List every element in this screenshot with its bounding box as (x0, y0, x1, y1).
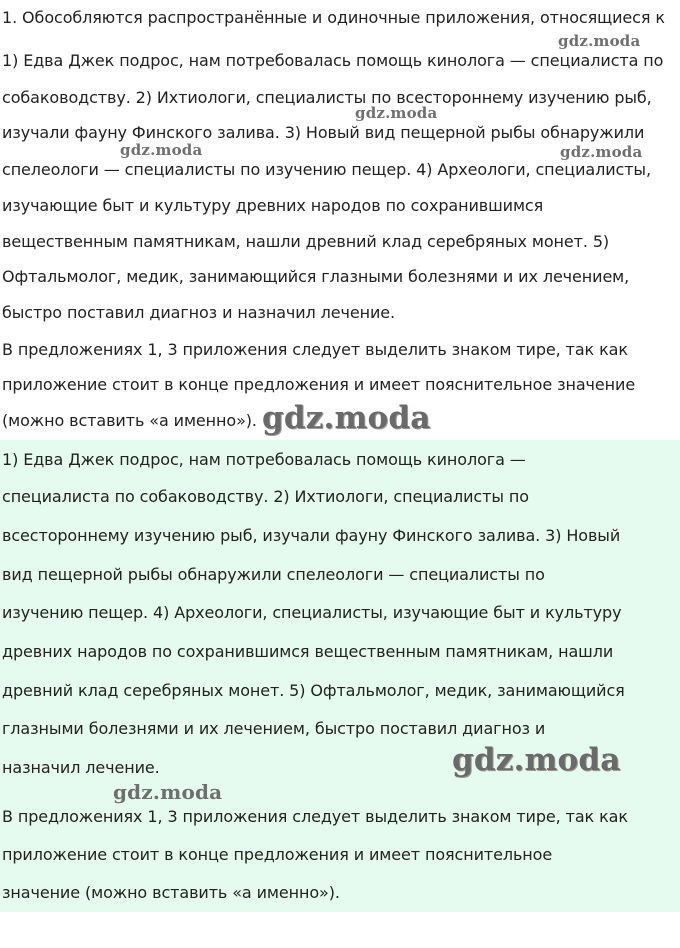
watermark-logo: gdz.moda (113, 780, 223, 804)
answer-line-11: приложение стоит в конце предложения и имеет пояснительное (2, 845, 553, 864)
question-line-7: вещественным памятникам, нашли древний клад серебряных монет. 5) (2, 232, 610, 251)
answer-section (0, 440, 680, 912)
answer-line-5: изучению пещер. 4) Археологи, специалисты, изучающие быт и культуру (2, 603, 622, 622)
question-line-10: В предложениях 1, 3 приложения следует выделить знаком тире, так как (2, 340, 628, 359)
question-line-3: собаководству. 2) Ихтиологи, специалисты по всестороннему изучению рыб, (2, 88, 652, 107)
answer-line-7: древний клад серебряных монет. 5) Офтальмолог, медик, занимающийся (2, 681, 625, 700)
question-line-4: изучали фауну Финского залива. 3) Новый вид пещерной рыбы обнаружили (2, 123, 645, 142)
watermark-logo: gdz.moda (355, 104, 438, 122)
answer-line-2: специалиста по собаководству. 2) Ихтиологи, специалисты по (2, 487, 529, 506)
answer-line-4: вид пещерной рыбы обнаружили спелеологи — специалисты по (2, 565, 545, 584)
answer-line-3: всестороннему изучению рыб, изучали фауну Финского залива. 3) Новый (2, 526, 621, 545)
watermark-logo: gdz.moda (560, 143, 643, 161)
answer-line-10: В предложениях 1, 3 приложения следует выделить знаком тире, так как (2, 807, 628, 826)
question-line-5: спелеологи — специалисты по изучению пещер. 4) Археологи, специалисты, (2, 160, 651, 179)
watermark-logo: gdz.moda (262, 400, 431, 436)
watermark-logo: gdz.moda (120, 141, 203, 159)
question-line-12: (можно вставить «а именно»). (2, 411, 257, 430)
answer-line-6: древних народов по сохранившимся вещественным памятникам, нашли (2, 642, 614, 661)
watermark-logo: gdz.moda (558, 32, 641, 50)
answer-line-1: 1) Едва Джек подрос, нам потребовалась помощь кинолога — (2, 450, 526, 469)
question-line-9: быстро поставил диагноз и назначил лечение. (2, 303, 396, 322)
question-line-1: 1. Обособляются распространённые и одиночные приложения, относящиеся к (2, 8, 665, 27)
question-line-8: Офтальмолог, медик, занимающийся глазными болезнями и их лечением, (2, 267, 630, 286)
answer-line-12: значение (можно вставить «а именно»). (2, 883, 340, 902)
question-line-11: приложение стоит в конце предложения и имеет пояснительное значение (2, 375, 636, 394)
answer-line-8: глазными болезнями и их лечением, быстро поставил диагноз и (2, 719, 546, 738)
watermark-logo: gdz.moda (452, 742, 621, 778)
question-section (0, 0, 680, 440)
question-line-6: изучающие быт и культуру древних народов по сохранившимся (2, 196, 544, 215)
question-line-2: 1) Едва Джек подрос, нам потребовалась помощь кинолога — специалиста по (2, 51, 664, 70)
answer-line-9: назначил лечение. (2, 758, 160, 777)
